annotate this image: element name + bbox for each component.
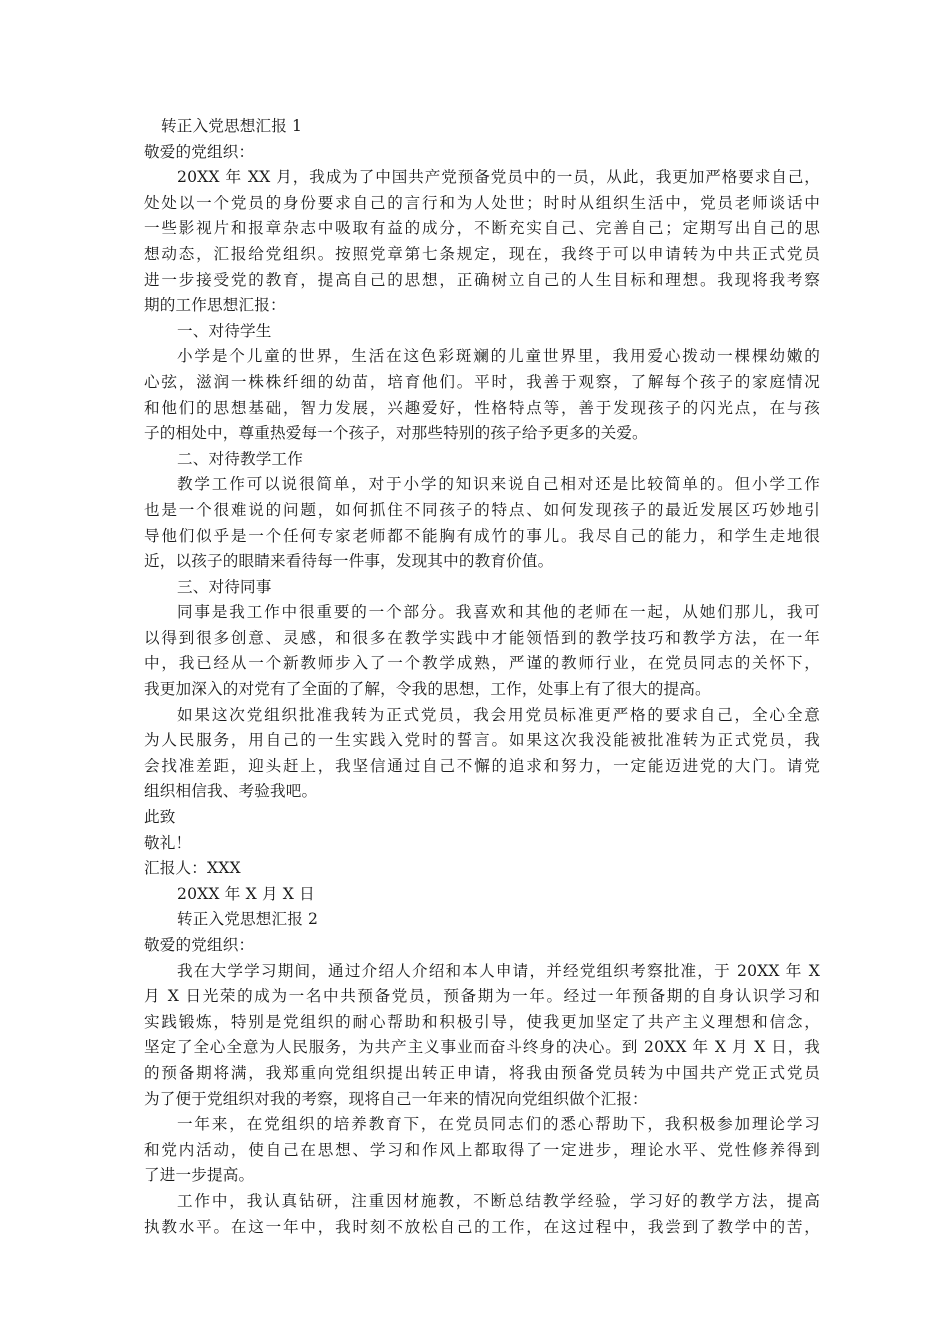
paragraph-line: 小学是个儿童的世界，生活在这色彩斑斓的儿童世界里，我用爱心拨动一棵棵幼嫩的 — [177, 347, 820, 366]
report-2-paragraph-3 — [144, 1189, 820, 1240]
paragraph-line: 我在大学学习期间，通过介绍人介绍和本人申请，并经党组织考察批准，于 20XX 年 X — [177, 961, 820, 980]
paragraph-line: 进一步接受党的教育，提高自己的思想，正确树立自己的人生目标和理想。我现将我考察 — [144, 270, 820, 289]
paragraph-line: 我更加深入的对党有了全面的了解，令我的思想，工作，处事上有了很大的提高。 — [144, 680, 711, 699]
report-2-intro — [144, 959, 820, 1113]
section-students-body — [144, 344, 820, 446]
paragraph-line: 导他们似乎是一个任何专家老师都不能胸有成竹的事儿。我尽自己的能力，和学生走地很 — [144, 526, 820, 545]
report-2-title: 转正入党思想汇报 2 — [177, 910, 319, 929]
report-1-intro — [144, 165, 820, 319]
section-teaching-body — [144, 472, 820, 574]
document-page — [144, 114, 820, 1240]
paragraph-line: 为了便于党组织对我的考察，现将自己一年来的情况向党组织做个汇报： — [144, 1089, 648, 1108]
paragraph-line: 了进一步提高。 — [144, 1166, 255, 1185]
sign-off-regards: 此致 — [144, 808, 176, 827]
paragraph-line: 为人民服务，用自己的一生实践入党时的誓言。如果这次我没能被批准转为正式党员，我 — [144, 731, 820, 750]
paragraph-line: 期的工作思想汇报： — [144, 296, 286, 315]
paragraph-line: 如果这次党组织批准我转为正式党员，我会用党员标准更严格的要求自己，全心全意 — [177, 705, 820, 724]
report-1-salutation: 敬爱的党组织： — [144, 142, 255, 161]
paragraph-line: 组织相信我、考验我吧。 — [144, 782, 318, 801]
section-heading-teaching: 二、对待教学工作 — [177, 449, 303, 468]
paragraph-line: 也是一个很难说的问题，如何抓住不同孩子的特点、如何发现孩子的最近发展区巧妙地引 — [144, 500, 820, 519]
report-date: 20XX 年 X 月 X 日 — [177, 884, 315, 903]
paragraph-line: 的预备期将满，我郑重向党组织提出转正申请，将我由预备党员转为中国共产党正式党员 — [144, 1063, 820, 1082]
paragraph-line: 想动态，汇报给党组织。按照党章第七条规定，现在，我终于可以申请转为中共正式党员 — [144, 244, 820, 263]
reporter-name: 汇报人：XXX — [144, 859, 241, 878]
report-2-paragraph-2 — [144, 1112, 820, 1189]
paragraph-line: 近，以孩子的眼睛来看待每一件事，发现其中的教育价值。 — [144, 552, 554, 571]
section-heading-colleagues: 三、对待同事 — [177, 577, 272, 596]
paragraph-line: 中，我已经从一个新教师步入了一个教学成熟，严谨的教师行业，在党员同志的关怀下， — [144, 654, 820, 673]
report-2-salutation: 敬爱的党组织： — [144, 936, 255, 954]
paragraph-line: 和他们的思想基础，智力发展，兴趣爱好，性格特点等，善于发现孩子的闪光点，在与孩 — [144, 398, 820, 417]
paragraph-line: 工作中，我认真钻研，注重因材施教，不断总结教学经验，学习好的教学方法，提高 — [177, 1191, 820, 1210]
paragraph-line: 会找准差距，迎头赶上，我坚信通过自己不懈的追求和努力，一定能迈进党的大门。请党 — [144, 756, 820, 775]
paragraph-line: 和党内活动，使自己在思想、学习和作风上都取得了一定进步，理论水平、党性修养得到 — [144, 1140, 820, 1159]
paragraph-line: 实践锻炼，特别是党组织的耐心帮助和积极引导，使我更加坚定了共产主义理想和信念， — [144, 1012, 820, 1031]
paragraph-line: 坚定了全心全意为人民服务，为共产主义事业而奋斗终身的决心。到 20XX 年 X 月 X 日，我 — [144, 1038, 820, 1057]
paragraph-line: 一年来，在党组织的培养教育下，在党员同志们的悉心帮助下，我积极参加理论学习 — [177, 1115, 820, 1134]
paragraph-line: 子的相处中，尊重热爱每一个孩子，对那些特别的孩子给予更多的关爱。 — [144, 424, 648, 443]
sign-off-salute: 敬礼！ — [144, 833, 192, 852]
section-heading-students: 一、对待学生 — [177, 321, 272, 340]
closing-paragraph — [144, 703, 820, 805]
paragraph-line: 处处以一个党员的身份要求自己的言行和为人处世；时时从组织生活中，党员老师谈话中 — [144, 193, 820, 212]
paragraph-line: 以得到很多创意、灵感，和很多在教学实践中才能领悟到的教学技巧和教学方法，在一年 — [144, 628, 820, 647]
paragraph-line: 执教水平。在这一年中，我时刻不放松自己的工作，在这过程中，我尝到了教学中的苦， — [144, 1217, 820, 1236]
paragraph-line: 月 X 日光荣的成为一名中共预备党员，预备期为一年。经过一年预备期的自身认识学习和 — [144, 987, 820, 1006]
paragraph-line: 教学工作可以说很简单，对于小学的知识来说自己相对还是比较简单的。但小学工作 — [177, 475, 820, 494]
section-colleagues-body — [144, 600, 820, 702]
paragraph-line: 一些影视片和报章杂志中吸取有益的成分，不断充实自己、完善自己；定期写出自己的思 — [144, 219, 820, 238]
paragraph-line: 20XX 年 XX 月，我成为了中国共产党预备党员中的一员，从此，我更加严格要求自己， — [177, 168, 820, 187]
paragraph-line: 心弦，滋润一株株纤细的幼苗，培育他们。平时，我善于观察，了解每个孩子的家庭情况 — [144, 372, 820, 391]
report-1-title: 转正入党思想汇报 1 — [161, 117, 303, 135]
paragraph-line: 同事是我工作中很重要的一个部分。我喜欢和其他的老师在一起，从她们那儿，我可 — [177, 603, 820, 622]
